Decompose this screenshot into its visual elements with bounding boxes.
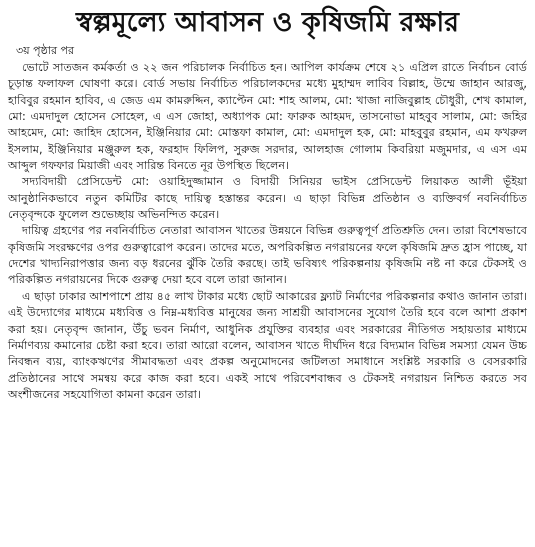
paragraph-4: এ ছাড়া ঢাকার আশপাশে প্রায় ৪৫ লাখ টাকার মধ্যে ছোট আকারের ফ্ল্যাট নির্মাণের পরিকল্পনার কথাও জানান তারা। এই উদ্যোগের মাধ্যমে মধ্যবিত্ত ও নিম্ন-মধ্যবিত্ত মানুষের জন্য সাশ্রয়ী আবাসনের সুযোগ তৈরি হবে বলে আশা প্রকাশ করা হয়। নেতৃবৃন্দ জানান, উঁচু ভবন নির্মাণ, আধুনিক প্রযুক্তির ব্যবহার এবং সরকারের নীতিগত সহায়তার মাধ্যমে নির্মাণব্যয় কমানোর চেষ্টা করা হবে। তারা আরো বলেন, আবাসন খাতে দীর্ঘদিন ধরে বিদ্যমান বিভিন্ন সমস্যা যেমন উচ্চ নিবন্ধন ব্যয়, ব্যাংকঋণের সীমাবদ্ধতা এবং প্রকল্প অনুমোদনের জটিলতা সমাধানে সংশ্লিষ্ট সরকারি ও বেসরকারি প্রতিষ্ঠানের সাথে সমন্বয় করে কাজ করা হবে। একই সাথে পরিবেশবান্ধব ও টেকসই নগরায়ন নিশ্চিত করতে সব অংশীজনের সহযোগিতা কামনা করেন তারা। (8, 289, 527, 401)
headline: স্বল্পমূল্যে আবাসন ও কৃষিজমি রক্ষার (75, 7, 460, 38)
paragraph-3: দায়িত্ব গ্রহণের পর নবনির্বাচিত নেতারা আবাসন খাতের উন্নয়নে বিভিন্ন গুরুত্বপূর্ণ প্রতিশ্রুতি দেন। তারা বিশেষভাবে কৃষিজমি সংরক্ষণের ওপর গুরুত্বারোপ করেন। তাদের মতে, অপরিকল্পিত নগরায়নের ফলে কৃষিজমি দ্রুত হ্রাস পাচ্ছে, যা দেশের খাদ্যনিরাপত্তার জন্য বড় ধরনের ঝুঁকি তৈরি করছে। তাই ভবিষ্যৎ পরিকল্পনায় কৃষিজমি নষ্ট না করে টেকসই ও পরিকল্পিত নগরায়নের দিকে গুরুত্ব দেয়া হবে বলে তারা জানান। (8, 224, 527, 287)
paragraph-2: সদ্যবিদায়ী প্রেসিডেন্ট মো: ওয়াহিদুজ্জামান ও বিদায়ী সিনিয়র ভাইস প্রেসিডেন্ট লিয়াকত আলী ভূঁইয়া আনুষ্ঠানিকভাবে নতুন কমিটির কাছে দায়িত্ব হস্তান্তর করেন। এ ছাড়া বিভিন্ন প্রতিষ্ঠান ও ব্যক্তিবর্গ নবনির্বাচিত নেতৃবৃন্দকে ফুলেল শুভেচ্ছায় অভিনন্দিত করেন। (8, 175, 527, 222)
article-body (8, 60, 527, 403)
paragraph-1: ভোটে সাতজন কর্মকর্তা ও ২২ জন পরিচালক নির্বাচিত হন। আপিল কার্যক্রম শেষে ২১ এপ্রিল রাতে নির্বাচন বোর্ড চূড়ান্ত ফলাফল ঘোষণা করে। বোর্ড সভায় নির্বাচিত পরিচালকদের মধ্যে মুহাম্মদ লাবিব বিল্লাহ, উম্মে জাহান আরজু, হাবিবুর রহমান হাবিব, এ জেড এম কামরুদ্দিন, ক্যাপ্টেন মো: শাহ আলম, মো: খাজা নাজিবুল্লাহ চৌধুরী, শেখ কামাল, মো: এমদাদুল হোসেন সোহেল, এ এস জোহা, অধ্যাপক মো: ফারুক আহমদ, তাসনোভা মাহবুব সালাম, মো: জহির আহমেদ, মো: জাহিদ হোসেন, ইঞ্জিনিয়ার মো: মোস্তফা কামাল, মো: এমদাদুল হক, মো: মাহবুবুর রহমান, এম ফখরুল ইসলাম, ইঞ্জিনিয়ার মঞ্জুরুল হক, ফরহাদ ফিলিপ, সুরুজ সরদার, আলহাজ গোলাম কিবরিয়া মজুমদার, এ এস এম আব্দুল গফফার মিয়াজী এবং সারিন্ত বিনতে নূর উপস্থিত ছিলেন। (8, 61, 527, 173)
continued-from-label: ৩য় পৃষ্ঠার পর (16, 44, 75, 57)
